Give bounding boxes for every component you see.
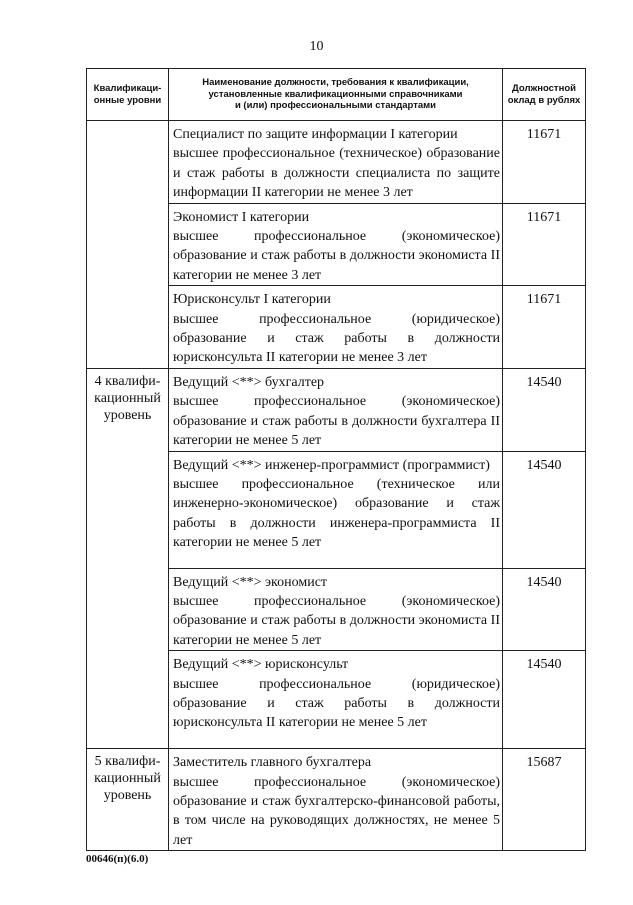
position-requirement: высшее профессиональное (юридическое) образование и стаж работы в должности юрисконсульта II категории не менее 5 лет: [173, 676, 500, 731]
salary-cell: 14540: [503, 651, 586, 749]
position-cell: [169, 451, 503, 568]
salary-cell: 14540: [503, 368, 586, 451]
header-position: Наименование должности, требования к квалификации, установленные квалификационными справочниками и (или) профессиональными стандартами: [169, 69, 503, 121]
table-row: [87, 121, 586, 204]
position-requirement: высшее профессиональное (техническое) образование и стаж работы в должности специалиста по защите информации II категории не менее 3 лет: [173, 146, 500, 201]
level-cell: 4 квалифи- кационный уровень: [87, 368, 169, 748]
salary-cell: 11671: [503, 286, 586, 369]
position-requirement: высшее профессиональное (экономическое) образование и стаж работы в должности экономиста II категории не менее 5 лет: [173, 593, 500, 648]
position-title: Заместитель главного бухгалтера: [173, 755, 372, 771]
salary-cell: 11671: [503, 121, 586, 204]
position-cell: [169, 651, 503, 749]
position-title: Ведущий <**> инженер-программист (программист): [173, 457, 490, 473]
document-code: 00646(п)(6.0): [86, 853, 149, 865]
salary-cell: 15687: [503, 749, 586, 851]
position-title: Экономист I категории: [173, 209, 310, 225]
header-salary: Должностной оклад в рублях: [503, 69, 586, 121]
position-title: Ведущий <**> бухгалтер: [173, 374, 325, 390]
table-row: [87, 368, 586, 451]
position-requirement: высшее профессиональное (юридическое) образование и стаж работы в должности юрисконсульта II категории не менее 3 лет: [173, 311, 500, 366]
level-cell: 5 квалифи- кационный уровень: [87, 749, 169, 851]
qualification-table: [86, 68, 586, 851]
position-cell: [169, 121, 503, 204]
position-cell: [169, 749, 503, 851]
position-requirement: высшее профессиональное (техническое или инженерно-экономическое) образование и стаж работы в должности инженера-программиста II категории не менее 5 лет: [173, 476, 500, 551]
position-cell: [169, 286, 503, 369]
position-requirement: высшее профессиональное (экономическое) образование и стаж работы в должности экономиста II категории не менее 3 лет: [173, 229, 500, 283]
position-requirement: высшее профессиональное (экономическое) образование и стаж бухгалтерско-финансовой работы, в том числе на руководящих должностях, не менее 5 лет: [173, 774, 500, 848]
table-header-row: [87, 69, 586, 121]
salary-cell: 14540: [503, 568, 586, 651]
position-title: Специалист по защите информации I категории: [173, 127, 458, 142]
position-title: Юрисконсульт I категории: [173, 292, 331, 308]
position-title: Ведущий <**> юрисконсульт: [173, 657, 349, 673]
position-requirement: высшее профессиональное (экономическое) образование и стаж работы в должности бухгалтера II категории не менее 5 лет: [173, 394, 500, 449]
page-number: 10: [309, 39, 324, 54]
salary-cell: 11671: [503, 203, 586, 286]
position-cell: [169, 203, 503, 286]
salary-cell: 14540: [503, 451, 586, 568]
position-title: Ведущий <**> экономист: [173, 574, 328, 590]
position-cell: [169, 568, 503, 651]
level-cell: [87, 121, 169, 369]
header-level: Квалификаци- онные уровни: [87, 69, 169, 121]
position-cell: [169, 368, 503, 451]
table-row: [87, 749, 586, 851]
